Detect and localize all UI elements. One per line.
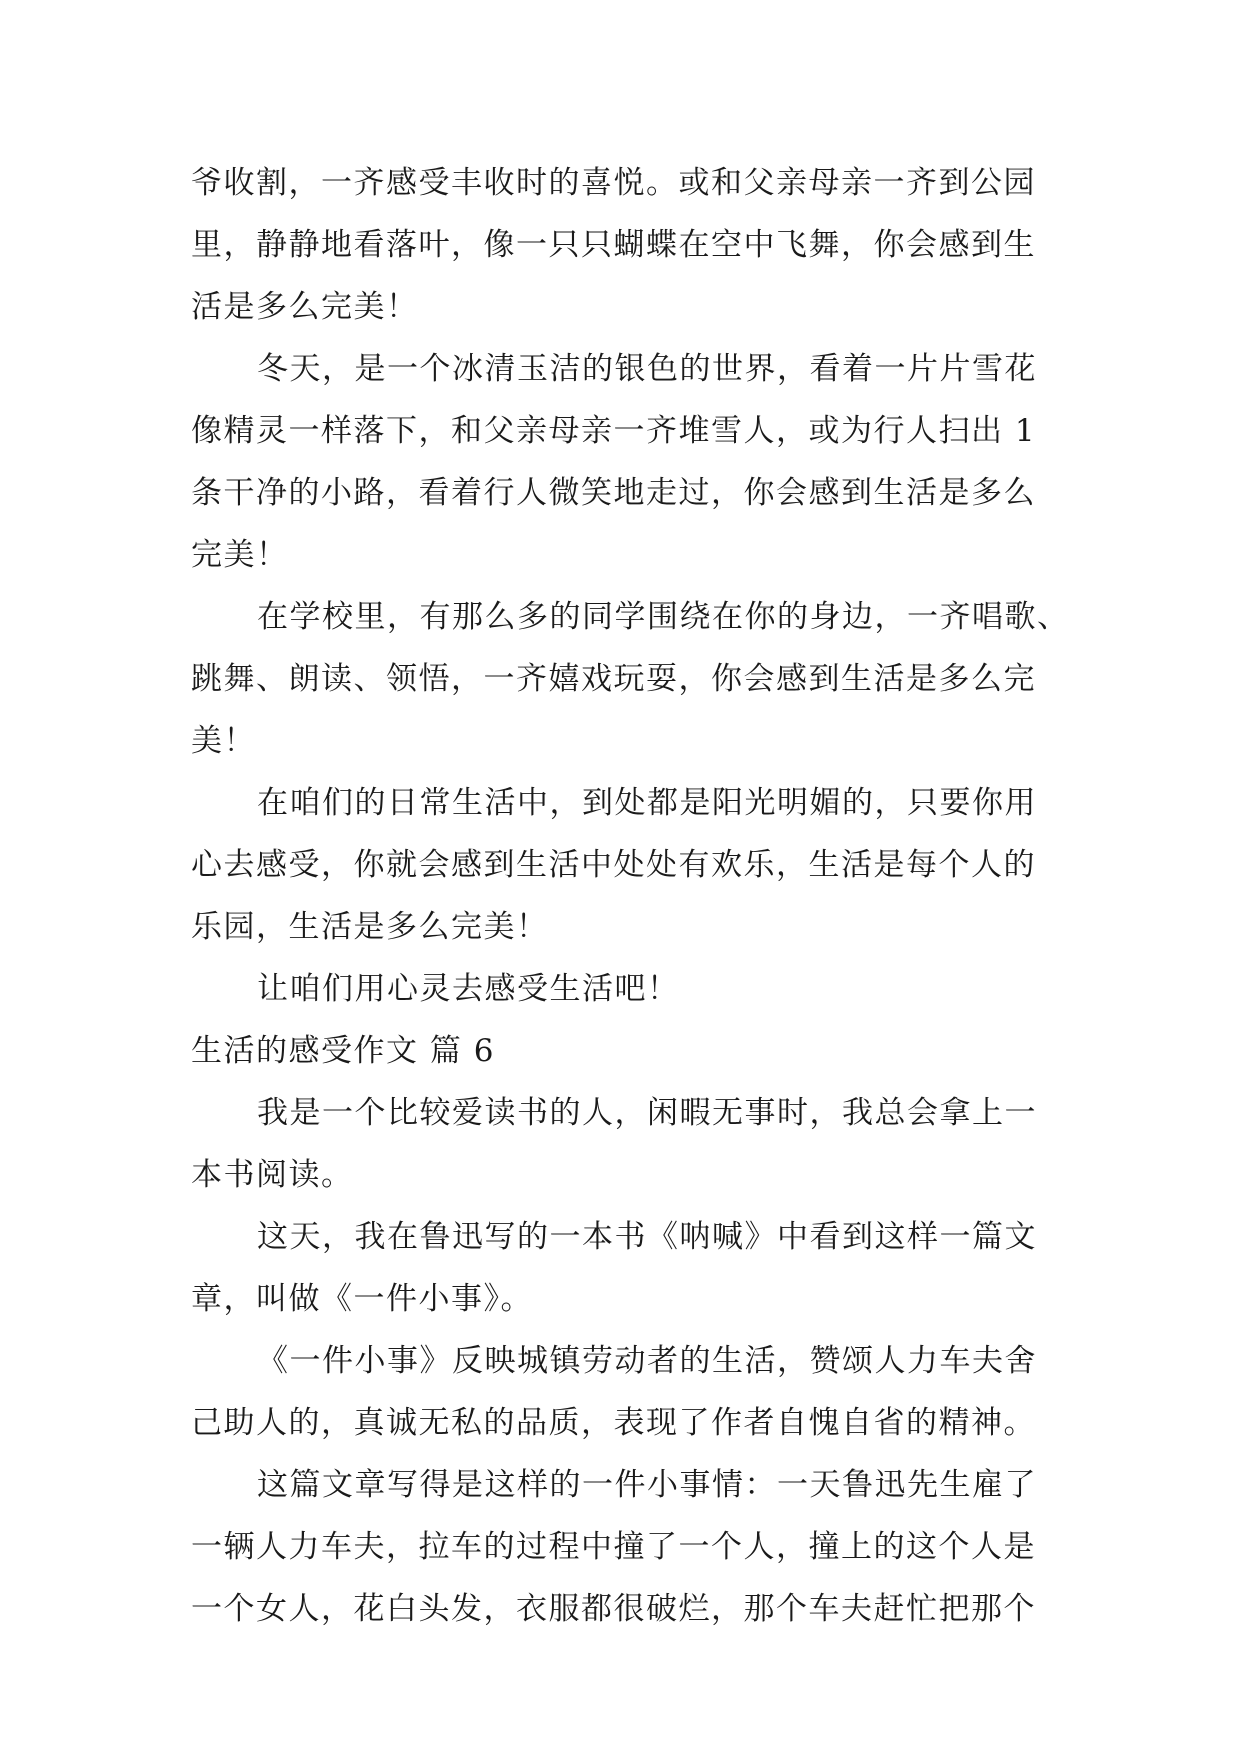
text-line: 一个女人，花白头发，衣服都很破烂，那个车夫赶忙把那个 (191, 1591, 1036, 1627)
paragraph-start-line: 《一件小事》反映城镇劳动者的生活，赞颂人力车夫舍 (257, 1343, 1037, 1379)
text-line: 活是多么完美！ (191, 289, 419, 325)
text-line: 美！ (191, 723, 256, 759)
text-line: 爷收割，一齐感受丰收时的喜悦。或和父亲母亲一齐到公园 (191, 165, 1036, 201)
paragraph-start-line: 冬天，是一个冰清玉洁的银色的世界，看着一片片雪花 (257, 351, 1037, 387)
text-line: 心去感受，你就会感到生活中处处有欢乐，生活是每个人的 (191, 847, 1036, 883)
text-line: 条干净的小路，看着行人微笑地走过，你会感到生活是多么 (191, 475, 1036, 511)
text-line: 像精灵一样落下，和父亲母亲一齐堆雪人，或为行人扫出 1 (191, 413, 1037, 449)
text-line: 本书阅读。 (191, 1157, 354, 1193)
text-line: 章，叫做《一件小事》。 (191, 1281, 533, 1317)
text-line: 完美！ (191, 537, 289, 573)
paragraph-start-line: 我是一个比较爱读书的人，闲暇无事时，我总会拿上一 (257, 1095, 1037, 1131)
section-heading: 生活的感受作文 篇 6 (191, 1033, 495, 1069)
paragraph-start-line: 让咱们用心灵去感受生活吧！ (257, 971, 680, 1007)
text-line: 里，静静地看落叶，像一只只蝴蝶在空中飞舞，你会感到生 (191, 227, 1036, 263)
text-line: 一辆人力车夫，拉车的过程中撞了一个人，撞上的这个人是 (191, 1529, 1036, 1565)
text-line: 乐园，生活是多么完美！ (191, 909, 549, 945)
document-body (191, 152, 1070, 1640)
text-line: 己助人的，真诚无私的品质，表现了作者自愧自省的精神。 (191, 1405, 1036, 1441)
paragraph-start-line: 这天，我在鲁迅写的一本书《呐喊》中看到这样一篇文 (257, 1219, 1037, 1255)
text-line: 跳舞、朗读、领悟，一齐嬉戏玩耍，你会感到生活是多么完 (191, 661, 1036, 697)
paragraph-start-line: 在咱们的日常生活中，到处都是阳光明媚的，只要你用 (257, 785, 1037, 821)
paragraph-start-line: 这篇文章写得是这样的一件小事情：一天鲁迅先生雇了 (257, 1467, 1037, 1503)
paragraph-start-line: 在学校里，有那么多的同学围绕在你的身边，一齐唱歌、 (257, 599, 1070, 635)
